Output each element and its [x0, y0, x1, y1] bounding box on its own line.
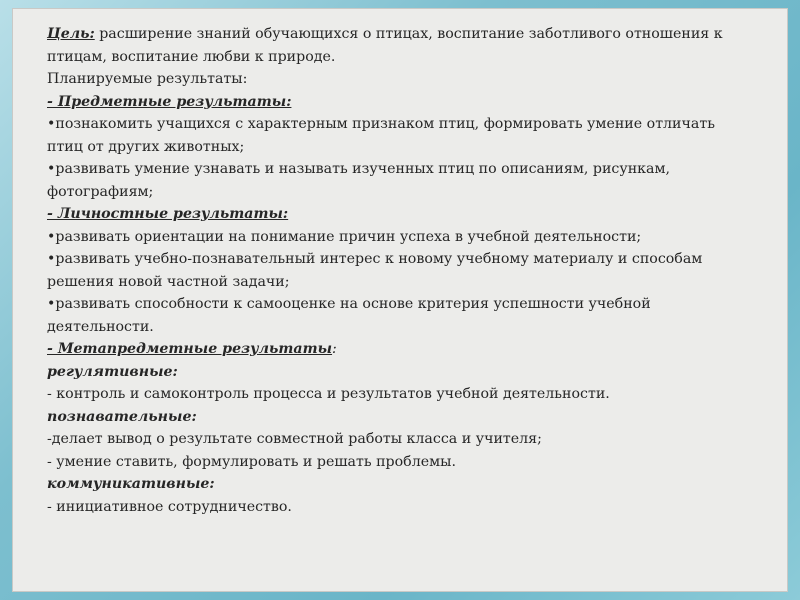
regulatory-item-1: - контроль и самоконтроль процесса и результатов учебной деятельности. — [47, 386, 610, 402]
communicative-item-1: - инициативное сотрудничество. — [47, 498, 292, 515]
cognitive-item-2: - умение ставить, формулировать и решать проблемы. — [47, 453, 456, 470]
subject-item-1: •познакомить учащихся с характерным признаком птиц, формировать умение отличать птиц от других животных; — [47, 116, 715, 155]
cognitive-item-1: -делает вывод о результате совместной работы класса и учителя; — [47, 431, 542, 447]
goal-label: Цель: — [47, 26, 95, 42]
subject-item-2: •развивать умение узнавать и называть изученных птиц по описаниям, рисункам, фотографиям; — [47, 161, 671, 200]
meta-results-heading — [47, 338, 747, 361]
personal-item-2: •развивать учебно-познавательный интерес к новому учебному материалу и способам решения новой частной задачи; — [47, 251, 703, 290]
subject-results-heading: - Предметные результаты: — [47, 93, 292, 110]
regulatory-heading: регулятивные: — [47, 363, 178, 380]
goal-text: расширение знаний обучающихся о птицах, воспитание заботливого отношения к птицам, воспитание любви к природе. — [47, 26, 723, 65]
personal-item-1: •развивать ориентации на понимание причин успеха в учебной деятельности; — [47, 228, 642, 245]
personal-results-heading: - Личностные результаты: — [47, 206, 289, 222]
meta-results-heading-colon: : — [332, 341, 337, 357]
goal-paragraph — [47, 23, 747, 68]
cognitive-heading: познавательные: — [47, 408, 197, 425]
content-panel — [12, 8, 788, 592]
communicative-heading: коммуникативные: — [47, 476, 215, 492]
lesson-objectives-text — [47, 23, 747, 518]
meta-results-heading-text: - Метапредметные результаты — [47, 341, 333, 357]
planned-results-title: Планируемые результаты: — [47, 71, 248, 87]
personal-item-3: •развивать способности к самооценке на основе критерия успешности учебной деятельности. — [47, 296, 651, 335]
